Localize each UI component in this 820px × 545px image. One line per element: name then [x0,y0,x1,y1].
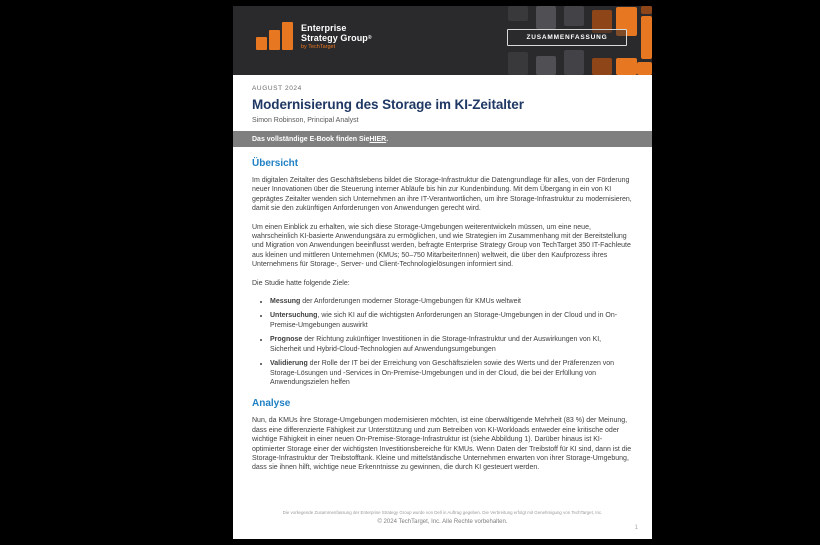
footer-disclaimer: Die vorliegende Zusammenfassung der Enterprise Strategy Group wurde von Dell in Auftrag gegeben. Die Verbreitung erfolgt mit Genehmigung von TechTarget, Inc. [282,510,603,515]
title-block [233,75,652,124]
goal-item-untersuchung: • Untersuchung, wie sich KI auf die wichtigsten Anforderungen an Storage-Umgebungen in der Cloud und in On-Premise-Umgebungen auswirkt [270,311,633,330]
section-heading-analyse: Analyse [252,398,291,410]
mosaic-tile [616,58,637,75]
uebersicht-paragraph-1: Im digitalen Zeitalter des Geschäftslebens bildet die Storage-Infrastruktur die Datengrundlage für alles, von der Förderung neuer Innovationen über die Steuerung interner Abläufe bis hin zur Kundenbindung. Mit dem Übergang in ein von KI geprägtes Zeitalter wenden sich Unternehmen an ihre IT-Verantwortlichen, um ihre Storage-Infrastruktur zu modernisieren, damit sie den zukünftigen Anforderungen von Anwendungen gerecht wird. [252,177,632,213]
esg-logo-text [301,23,372,50]
goal-item-validierung: • Validierung der Rolle der IT bei der Erreichung von Geschäftszielen sowie des Werts und der Präferenzen von Storage-Lösungen und -Services in On-Premise-Umgebungen und in der Cloud, die bei der Erfüllung von Anwendungszielen helfen [270,359,633,387]
zusammenfassung-badge: ZUSAMMENFASSUNG [507,29,627,46]
ebook-banner-text: Das vollständige E-Book finden Sie [252,135,370,143]
mosaic-tile [536,56,556,75]
document-title: Modernisierung des Storage im KI-Zeitalter [252,97,524,112]
mosaic-tile [536,6,556,29]
document-header-band [233,6,652,75]
goal-item-messung: • Messung der Anforderungen moderner Storage-Umgebungen für KMUs weltweit [270,297,633,306]
goals-intro: Die Studie hatte folgende Ziele: [252,279,350,287]
document-page [233,6,652,539]
mosaic-tile [508,6,528,21]
analyse-paragraph-1: Nun, da KMUs ihre Storage-Umgebungen modernisieren möchten, ist eine überwältigende Mehrheit (83 %) der Meinung, dass eine differenzierte Fähigkeit zur Unterstützung und zum Betreiben von KI-Workloads entweder eine kritische oder wichtige Fähigkeit in einer neuen On-Premise-Storage-Infrastruktur ist (siehe Abbildung 1). Darüber hinaus ist KI-optimierter Storage einer der wichtigsten Investitionsbereiche für KMUs. Wenn Daten der Treibstoff für KI sind, dann ist die Storage-Infrastruktur der Treibstofftank. Kleine und mittelständische Unternehmen erwarten von ihrer Storage-Umgebung, dass sie ihnen hilft, wichtige neue Erkenntnisse zu gewinnen, die durch KI gesteuert werden. [252,417,632,472]
ebook-hier-link[interactable]: HIER [369,135,387,143]
ebook-banner-text-after: . [386,135,389,143]
study-goals-list [252,297,633,387]
logo-byline: by TechTarget [301,44,336,50]
author-line: Simon Robinson, Principal Analyst [252,117,359,124]
document-footer [233,510,652,539]
mosaic-tile [564,6,584,26]
footer-copyright: © 2024 TechTarget, Inc. Alle Rechte vorbehalten. [377,519,508,525]
mosaic-tile [641,16,652,59]
bar-chart-logo-icon [256,22,293,50]
mosaic-tile [637,62,652,75]
goal-item-prognose: • Prognose der Richtung zukünftiger Investitionen in die Storage-Infrastruktur und der Auswirkungen von KI, Sicherheit und Hybrid-Cloud-Technologien auf Anwendungsumgebungen [270,335,633,354]
publication-date: AUGUST 2024 [252,85,302,92]
logo-line-1: Enterprise [301,23,347,33]
trademark-symbol: ® [367,35,372,41]
section-heading-uebersicht: Übersicht [252,158,299,169]
document-body [233,158,652,473]
logo-line-2: Strategy Group® [301,33,372,43]
mosaic-tile [592,58,612,75]
mosaic-tile [641,6,652,14]
ebook-banner [233,131,652,147]
esg-logo [256,22,372,50]
uebersicht-paragraph-2: Um einen Einblick zu erhalten, wie sich diese Storage-Umgebungen weiterentwickeln müssen, um eine neue, wahrscheinlich KI-basierte Anwendungsära zu ermöglichen, und wie Strategien im Zusammenhang mit der Bereitstellung und Migration von Anwendungen beeinflusst werden, befragte Enterprise Strategy Group von TechTarget 350 IT-Fachleute aus kleinen und mittleren Unternehmen (KMUs; 50–750 MitarbeiterInnen) weltweit, die über den Kaufprozess ihres Unternehmens für Storage-, Server- und Client-Technologielösungen informiert sind. [252,223,631,269]
mosaic-tile [564,50,584,75]
mosaic-tile [508,52,528,75]
page-number: 1 [634,525,638,531]
